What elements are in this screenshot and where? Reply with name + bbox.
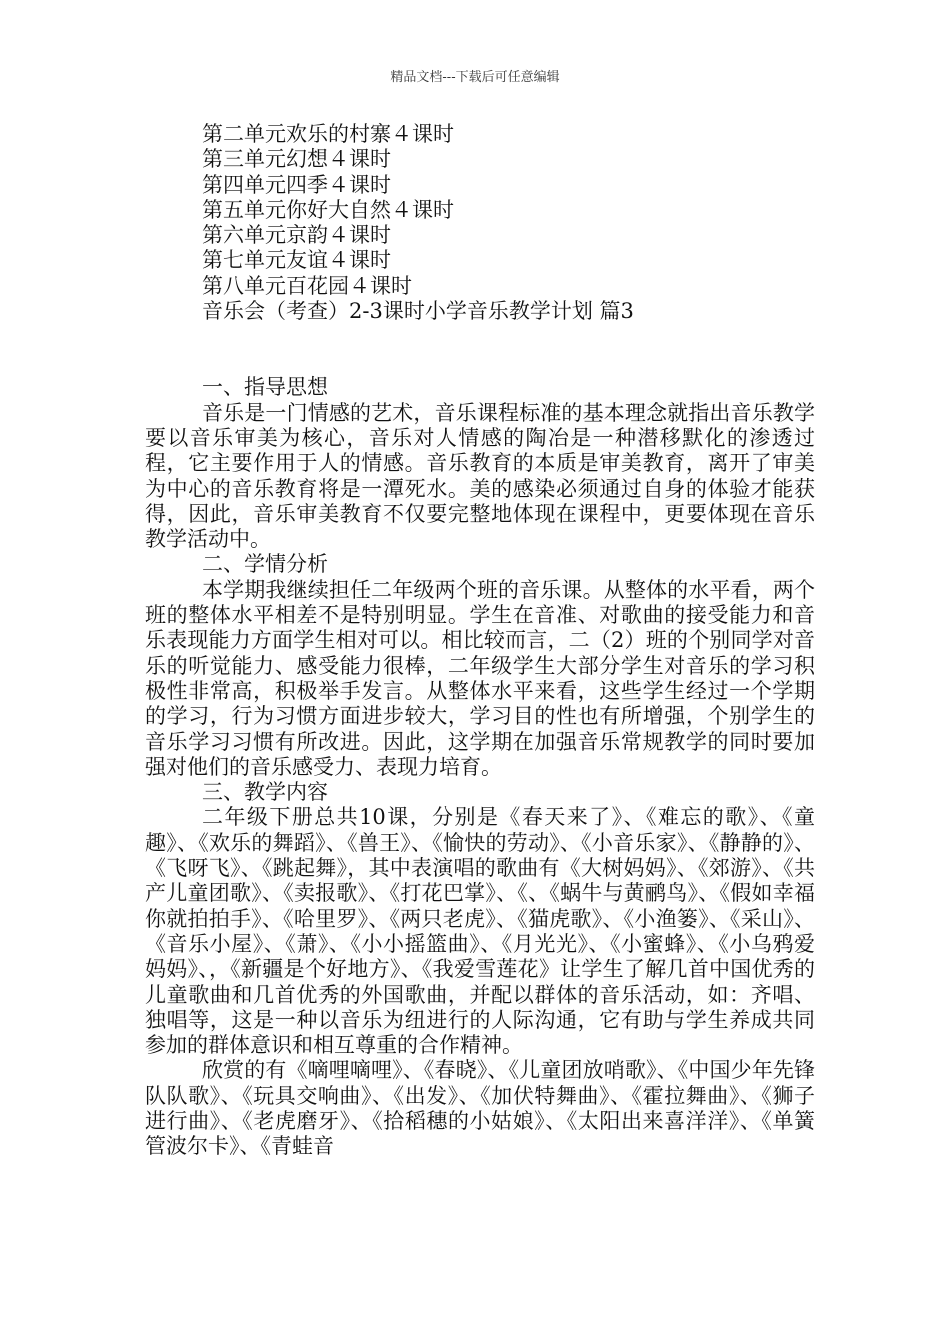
unit-line: 第五单元你好大自然４课时 [202,197,454,222]
section-heading: 一、指导思想 [202,375,328,400]
unit-line: 第八单元百花园４课时 [202,273,412,298]
section-heading: 三、教学内容 [202,780,328,805]
paragraph: 音乐是一门情感的艺术，音乐课程标准的基本理念就指出音乐教学要以音乐审美为核心，音乐对人情感的陶冶是一种潜移默化的渗透过程，它主要作用于人的情感。音乐教育的本质是审美教育，离开了审美为中心的音乐教育将是一潭死水。美的感染必须通过自身的体验才能获得，因此，音乐审美教育不仅要完整地体现在课程中，更要体现在音乐教学活动中。 [145,400,815,552]
section-title-line: 音乐会（考查）2-3课时小学音乐教学计划 篇3 [202,299,634,324]
document-body [145,122,815,1160]
section-heading: 二、学情分析 [202,552,328,577]
paragraph: 二年级下册总共10课，分别是《春天来了》、《难忘的歌》、《童趣》、《欢乐的舞蹈》、《兽王》、《愉快的劳动》、《小音乐家》、《静静的》、《飞呀飞》、《跳起舞》，其中表演唱的歌曲有《大树妈妈》、《郊游》、《共产儿童团歌》、《卖报歌》、《打花巴掌》、《、《蜗牛与黄鹂鸟》、《假如幸福你就拍拍手》、《哈里罗》、《两只老虎》、《猫虎歌》、《小渔篓》、《采山》、《音乐小屋》、《萧》、《小小摇篮曲》、《月光光》、《小蜜蜂》、《小乌鸦爱妈妈》、，《新疆是个好地方》、《我爱雪莲花》让学生了解几首中国优秀的儿童歌曲和几首优秀的外国歌曲，并配以群体的音乐活动，如：齐唱、独唱等，这是一种以音乐为纽进行的人际沟通，它有助与学生养成共同参加的群体意识和相互尊重的合作精神。 [145,805,815,1058]
unit-line: 第三单元幻想４课时 [202,147,391,172]
page-header: 精品文档---下载后可任意编辑 [390,70,560,85]
unit-line: 第六单元京韵４课时 [202,223,391,248]
paragraph: 本学期我继续担任二年级两个班的音乐课。从整体的水平看，两个班的整体水平相差不是特别明显。学生在音准、对歌曲的接受能力和音乐表现能力方面学生相对可以。相比较而言，二（2）班的个别同学对音乐的听觉能力、感受能力很棒，二年级学生大部分学生对音乐的学习积极性非常高，积极举手发言。从整体水平来看，这些学生经过一个学期的学习，行为习惯方面进步较大，学习目的性也有所增强，个别学生的音乐学习习惯有所改进。因此，这学期在加强音乐常规教学的同时要加强对他们的音乐感受力、表现力培育。 [145,577,815,779]
unit-line: 第四单元四季４课时 [202,172,391,197]
unit-line: 第七单元友谊４课时 [202,248,391,273]
paragraph: 欣赏的有《嘀哩嘀哩》、《春晓》、《儿童团放哨歌》、《中国少年先锋队队歌》、《玩具交响曲》、《出发》、《加伏特舞曲》、《霍拉舞曲》、《狮子进行曲》、《老虎磨牙》、《拾稻穗的小姑娘》、《太阳出来喜洋洋》、《单簧管波尔卡》、《青蛙音 [145,1058,815,1159]
spacer [145,324,815,375]
unit-line: 第二单元欢乐的村寨４课时 [202,122,454,146]
